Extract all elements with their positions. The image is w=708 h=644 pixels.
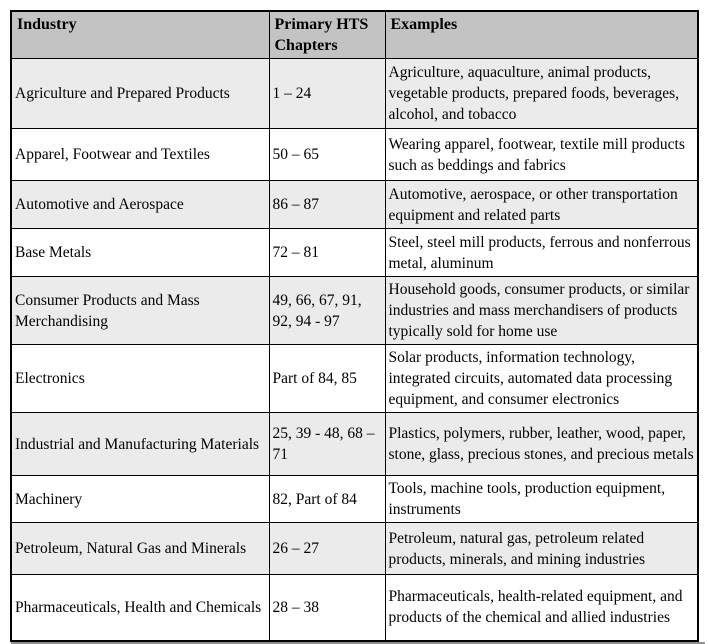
chapters-cell: 50 – 65: [269, 129, 385, 181]
examples-cell: Pharmaceuticals, health-related equipment, and products of the chemical and allied industries: [385, 575, 698, 641]
table-row: [11, 181, 698, 229]
table-row: [11, 277, 698, 345]
table-row: [11, 413, 698, 476]
examples-cell: Tools, machine tools, production equipment, instruments: [385, 476, 698, 523]
table-header: [11, 11, 698, 59]
chapters-cell: Part of 84, 85: [269, 345, 385, 413]
industry-cell: Consumer Products and Mass Merchandising: [11, 277, 269, 345]
column-header-primary-hts-chapters: Primary HTS Chapters: [269, 11, 385, 59]
examples-cell: Agriculture, aquaculture, animal products, vegetable products, prepared foods, beverages, alcohol, and tobacco: [385, 59, 698, 129]
chapters-cell: 72 – 81: [269, 229, 385, 277]
industry-cell: Machinery: [11, 476, 269, 523]
header-row: [11, 11, 698, 59]
examples-cell: Plastics, polymers, rubber, leather, wood, paper, stone, glass, precious stones, and precious metals: [385, 413, 698, 476]
industry-cell: Base Metals: [11, 229, 269, 277]
industry-cell: Apparel, Footwear and Textiles: [11, 129, 269, 181]
column-header-industry: Industry: [11, 11, 269, 59]
industry-cell: Industrial and Manufacturing Materials: [11, 413, 269, 476]
chapters-cell: 25, 39 - 48, 68 – 71: [269, 413, 385, 476]
table-row: [11, 575, 698, 641]
examples-cell: Automotive, aerospace, or other transportation equipment and related parts: [385, 181, 698, 229]
hts-industry-table-wrap: [10, 10, 697, 644]
chapters-cell: 82, Part of 84: [269, 476, 385, 523]
industry-cell: Electronics: [11, 345, 269, 413]
industry-cell: Agriculture and Prepared Products: [11, 59, 269, 129]
table-row: [11, 59, 698, 129]
chapters-cell: 28 – 38: [269, 575, 385, 641]
examples-cell: Steel, steel mill products, ferrous and nonferrous metal, aluminum: [385, 229, 698, 277]
industry-cell: Automotive and Aerospace: [11, 181, 269, 229]
industry-cell: Petroleum, Natural Gas and Minerals: [11, 523, 269, 575]
table-body: [11, 59, 698, 641]
table-row: [11, 523, 698, 575]
column-header-examples: Examples: [385, 11, 698, 59]
table-row: [11, 476, 698, 523]
hts-industry-table: [10, 10, 699, 642]
table-row: [11, 129, 698, 181]
examples-cell: Solar products, information technology, integrated circuits, automated data processing equipment, and consumer electronics: [385, 345, 698, 413]
table-row: [11, 345, 698, 413]
chapters-cell: 1 – 24: [269, 59, 385, 129]
examples-cell: Wearing apparel, footwear, textile mill products such as beddings and fabrics: [385, 129, 698, 181]
examples-cell: Petroleum, natural gas, petroleum related products, minerals, and mining industries: [385, 523, 698, 575]
chapters-cell: 26 – 27: [269, 523, 385, 575]
examples-cell: Household goods, consumer products, or similar industries and mass merchandisers of products typically sold for home use: [385, 277, 698, 345]
chapters-cell: 49, 66, 67, 91, 92, 94 - 97: [269, 277, 385, 345]
chapters-cell: 86 – 87: [269, 181, 385, 229]
industry-cell: Pharmaceuticals, Health and Chemicals: [11, 575, 269, 641]
table-row: [11, 229, 698, 277]
